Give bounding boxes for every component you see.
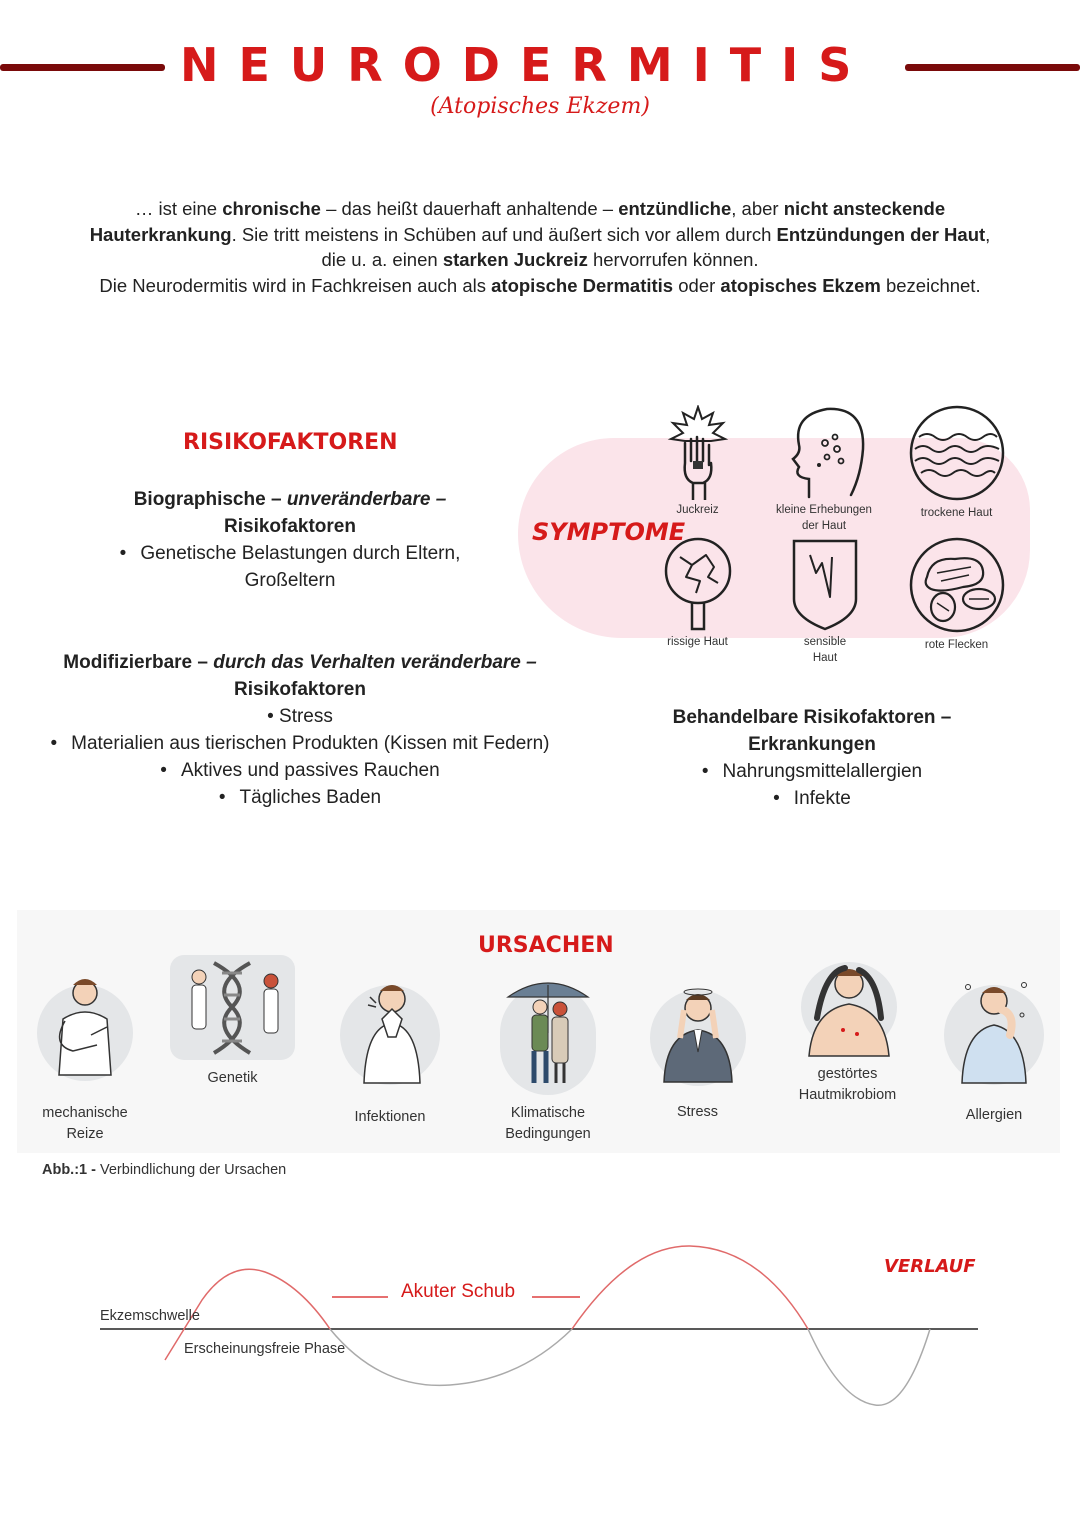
mod-item: • Tägliches Baden xyxy=(20,784,580,811)
treat-item: • Nahrungsmittelallergien xyxy=(612,758,1012,785)
symptom-bumps: kleine Erhebungen der Haut xyxy=(768,405,880,534)
figure-caption: Abb.:1 - Verbindlichung der Ursachen xyxy=(42,1162,287,1178)
symptom-dry-skin: trockene Haut xyxy=(904,405,1009,521)
sneezing-person-icon xyxy=(340,985,440,1085)
red-spots-icon xyxy=(907,537,1007,635)
cause-stress: Stress xyxy=(640,990,755,1123)
cause-climate: Klimatische Bedingungen xyxy=(488,985,608,1145)
mod-risk-block: Modifizierbare – durch das Verhalten veränderbare – Risikofaktoren • Stress • Materialien aus tierischen Produkten (Kissen mit Federn) • Aktives und passives Rauchen • Tägliches Baden xyxy=(20,649,580,811)
bio-item: • Genetische Belastungen durch Eltern, xyxy=(120,543,461,564)
cause-infections: Infektionen xyxy=(330,985,450,1128)
header-rule-right xyxy=(905,64,1080,71)
cause-allergies: Allergien xyxy=(938,985,1050,1126)
page-title: NEURODERMITIS xyxy=(180,38,872,92)
scratching-person-icon xyxy=(37,985,133,1081)
page-subtitle: (Atopisches Ekzem) xyxy=(430,94,650,119)
stressed-person-icon xyxy=(650,990,746,1086)
causes-title: URSACHEN xyxy=(478,933,614,958)
symptom-red-spots: rote Flecken xyxy=(904,537,1009,653)
cause-genetics: Genetik xyxy=(165,955,300,1089)
face-bumps-icon xyxy=(779,405,869,500)
symptoms-title: SYMPTOME xyxy=(532,518,686,546)
shield-icon xyxy=(790,537,860,632)
mod-item: • Aktives und passives Rauchen xyxy=(20,757,580,784)
treat-risk-block: Behandelbare Risikofaktoren – Erkrankungen • Nahrungsmittelallergien • Infekte xyxy=(612,704,1012,812)
magnifier-crack-icon xyxy=(662,537,734,632)
bio-risk-block: Biographische – unveränderbare – Risikofaktoren • Genetische Belastungen durch Eltern, Großeltern xyxy=(40,486,540,594)
risk-title: RISIKOFAKTOREN xyxy=(183,430,398,455)
symptom-free-label: Erscheinungsfreie Phase xyxy=(184,1341,346,1357)
itching-hand-icon xyxy=(663,405,733,500)
mod-item: • Stress xyxy=(267,706,333,727)
cause-microbiome: gestörtes Hautmikrobiom xyxy=(785,962,910,1106)
acute-flare-label: Akuter Schub xyxy=(401,1281,516,1302)
intro-paragraph: … ist eine chronische – das heißt dauerhaft anhaltende – entzündliche, aber nicht ansteckende Hauterkrankung. Sie tritt meistens in Schüben auf und äußert sich vor allem durch Entzündungen der Haut, die u. a. einen starken Juckreiz hervorrufen können. Die Neurodermitis wird in Fachkreisen auch als atopische Dermatitis oder atopisches Ekzem bezeichnet. xyxy=(89,198,991,296)
dna-icon xyxy=(170,955,295,1060)
threshold-label: Ekzemschwelle xyxy=(100,1308,200,1324)
header-rule-left xyxy=(0,64,165,71)
symptom-itching: Juckreiz xyxy=(650,405,745,518)
symptom-cracked-skin: rissige Haut xyxy=(650,537,745,650)
itching-head-person-icon xyxy=(801,962,897,1052)
mod-item: • Materialien aus tierischen Produkten (Kissen mit Federn) xyxy=(20,730,580,757)
course-title: VERLAUF xyxy=(884,1256,976,1277)
course-chart xyxy=(0,1230,1080,1430)
symptom-sensitive-skin: sensible Haut xyxy=(780,537,870,666)
cause-mechanical: mechanische Reize xyxy=(30,985,140,1145)
treat-item: • Infekte xyxy=(612,785,1012,812)
umbrella-couple-icon xyxy=(500,985,596,1095)
allergic-person-icon xyxy=(944,985,1044,1085)
dry-skin-icon xyxy=(907,405,1007,503)
